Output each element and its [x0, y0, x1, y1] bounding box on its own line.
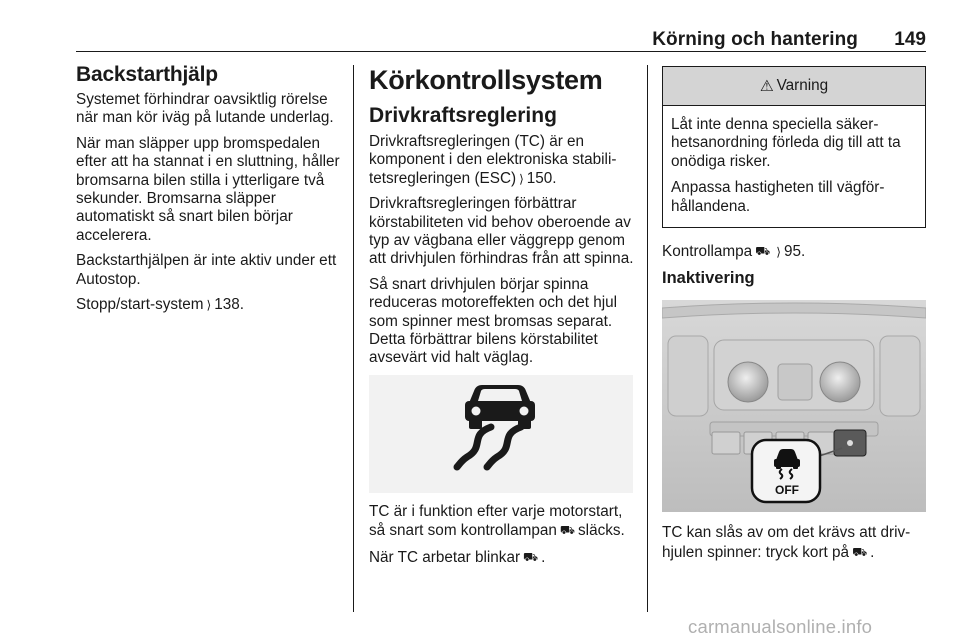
paragraph: Drivkraftsregleringen (TC) är en komponent i den elektroniska stabilitetsregleringen (ESC) ⟩ 150.: [369, 133, 617, 187]
column-1: [76, 62, 344, 321]
warning-paragraph: Anpassa hastigheten till vägförhållandena.: [671, 179, 885, 215]
watermark: carmanualsonline.info: [688, 616, 873, 637]
warning-header: [663, 67, 925, 106]
section-heading-inaktivering: Inaktivering: [662, 269, 755, 288]
paragraph: Så snart drivhjulen börjar spinna reduceras motoreffekten och det hjul som spinner mest bromsas separat. Detta förbättrar bilens körstabilitet avsevärt vid halt väglag.: [369, 275, 618, 367]
tc-lamp-icon: ⛟: [852, 544, 868, 559]
paragraph: När TC arbetar blinkar ⛟ .: [369, 548, 546, 566]
center-console-illustration: [662, 300, 926, 512]
column-divider-1: [353, 65, 354, 612]
column-3: [662, 62, 926, 569]
xref-arrow-icon: ⟩: [776, 245, 781, 260]
tc-lamp-icon: ⛟: [523, 549, 539, 564]
column-2: [369, 62, 635, 574]
paragraph: Backstarthjälpen är inte aktiv under ett Autostop.: [76, 252, 337, 288]
xref-arrow-icon: ⟩: [519, 171, 524, 186]
header-divider: [76, 51, 926, 52]
xref-arrow-icon: ⟩: [206, 298, 212, 313]
paragraph: Drivkraftsregleringen förbättrar körstabiliteten vid behov oberoende av typ av vägbana eller väggrepp genom att drivhjulen förhindras från att spinna.: [369, 195, 634, 268]
xref-link[interactable]: 150.: [526, 169, 557, 187]
skidding-car-icon: [457, 385, 535, 467]
traction-control-illustration: [369, 375, 633, 493]
cross-reference-paragraph: [76, 296, 344, 314]
xref-link[interactable]: 138.: [214, 296, 244, 314]
tc-lamp-icon: ⛟: [559, 523, 576, 538]
section-heading-drivkraftsreglering: Drivkraftsreglering: [369, 104, 557, 127]
warning-triangle-icon: ⚠: [759, 77, 774, 95]
off-label: OFF: [775, 483, 799, 498]
chapter-heading: Körkontrollsystem: [369, 65, 603, 95]
warning-box: [662, 66, 926, 228]
page-header-title: Körning och hantering: [652, 29, 858, 50]
paragraph: När man släpper upp bromspedalen efter att ha stannat i en sluttning, håller bromsarna bilen stilla i ytterligare två sekunder. Bromsarna släpper automatiskt så snart bilen börjar accelerera.: [76, 134, 340, 244]
paragraph: Kontrollampa ⛟ ⟩ 95.: [662, 243, 806, 261]
page-number: 149: [894, 29, 926, 50]
paragraph: Systemet förhindrar oavsiktlig rörelse när man kör iväg på lutande underlag.: [76, 91, 334, 127]
xref-label: Stopp/start-system: [76, 296, 204, 314]
tc-lamp-icon: ⛟: [755, 244, 771, 259]
warning-title: Varning: [776, 77, 829, 94]
warning-body: [663, 106, 925, 227]
warning-paragraph: Låt inte denna speciella säkerhetsanordning förleda dig till att ta onödiga risker.: [671, 116, 901, 170]
section-heading-backstarthjalp: Backstarthjälp: [76, 63, 218, 86]
column-divider-2: [647, 65, 648, 612]
xref-link[interactable]: 95.: [783, 243, 806, 261]
paragraph: TC kan slås av om det krävs att drivhjulen spinner: tryck kort på ⛟ .: [662, 524, 911, 561]
paragraph: TC är i funktion efter varje motorstart, så snart som kontrollampan ⛟ släcks.: [369, 502, 625, 540]
